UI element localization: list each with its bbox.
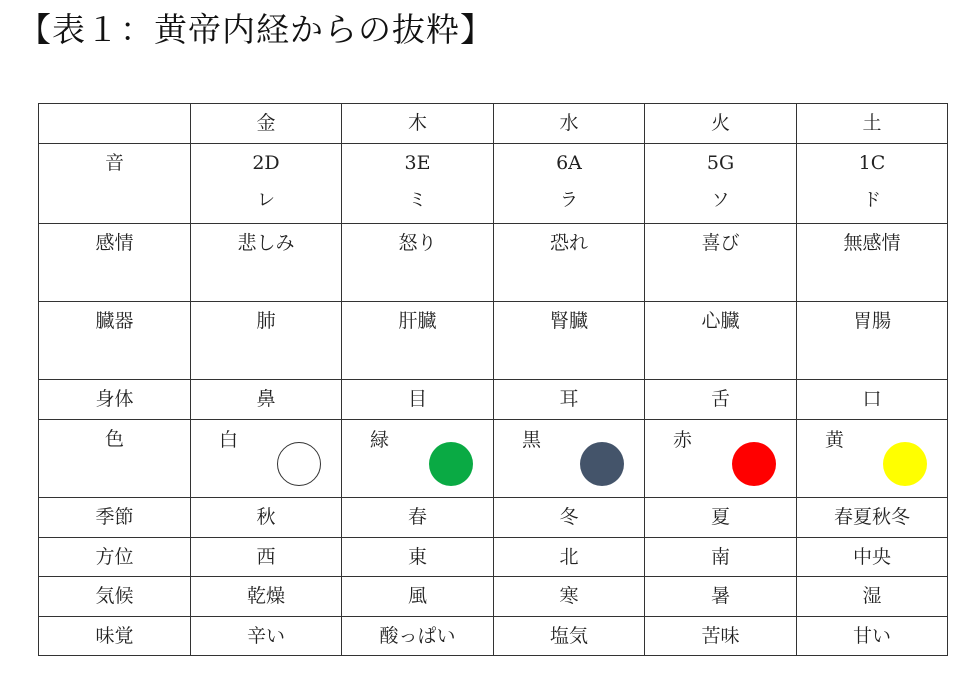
row-label: 音: [39, 144, 191, 224]
row-label: 季節: [39, 498, 191, 538]
table-cell: 肺: [191, 302, 342, 380]
color-name: 黄: [825, 429, 845, 451]
sound-cell: [797, 144, 948, 224]
header-cell-wood: 木: [342, 104, 494, 144]
white-circle-icon: [277, 442, 321, 486]
sound-code: 6A: [556, 152, 582, 174]
table-cell: 東: [342, 538, 494, 577]
header-cell-water: 水: [494, 104, 645, 144]
sound-note: レ: [257, 190, 275, 211]
table-cell: 喜び: [645, 224, 797, 302]
table-row-sound: [39, 144, 948, 224]
row-label: 方位: [39, 538, 191, 577]
table-cell: 寒: [494, 577, 645, 617]
row-label: 身体: [39, 380, 191, 420]
page-title: 【表１：黄帝内経からの抜粋】: [18, 10, 494, 49]
five-elements-table: [38, 103, 948, 656]
table-cell: 西: [191, 538, 342, 577]
table-row-color: [39, 420, 948, 498]
sound-cell: [494, 144, 645, 224]
table-cell: 夏: [645, 498, 797, 538]
table-cell: 塩気: [494, 617, 645, 656]
table-cell: 目: [342, 380, 494, 420]
header-cell-earth: 土: [797, 104, 948, 144]
table-cell: 悲しみ: [191, 224, 342, 302]
table-cell: 中央: [797, 538, 948, 577]
table-cell: 舌: [645, 380, 797, 420]
black-circle-icon: [580, 442, 624, 486]
table-row-body: [39, 380, 948, 420]
sound-code: 2D: [252, 152, 280, 174]
color-name: 白: [219, 429, 239, 451]
table-cell: 口: [797, 380, 948, 420]
color-name: 緑: [370, 429, 390, 451]
header-cell-metal: 金: [191, 104, 342, 144]
table-row-taste: [39, 617, 948, 656]
table-cell: 苦味: [645, 617, 797, 656]
table-cell: 乾燥: [191, 577, 342, 617]
color-cell: [191, 420, 342, 498]
table-cell: 南: [645, 538, 797, 577]
table-cell: 甘い: [797, 617, 948, 656]
row-label: 気候: [39, 577, 191, 617]
sound-code: 5G: [706, 152, 735, 174]
sound-cell: [191, 144, 342, 224]
sound-code: 3E: [404, 152, 431, 174]
row-label: 味覚: [39, 617, 191, 656]
yellow-circle-icon: [883, 442, 927, 486]
table-cell: 怒り: [342, 224, 494, 302]
header-corner-cell: [39, 104, 191, 144]
table-cell: 胃腸: [797, 302, 948, 380]
table-cell: 湿: [797, 577, 948, 617]
table-cell: 鼻: [191, 380, 342, 420]
row-label: 感情: [39, 224, 191, 302]
table-row-direction: [39, 538, 948, 577]
table-cell: 冬: [494, 498, 645, 538]
color-cell: [342, 420, 494, 498]
header-cell-fire: 火: [645, 104, 797, 144]
table-cell: 北: [494, 538, 645, 577]
color-name: 黒: [522, 429, 542, 451]
table-cell: 心臓: [645, 302, 797, 380]
sound-note: ミ: [408, 190, 427, 211]
table-row-season: [39, 498, 948, 538]
table-header-row: [39, 104, 948, 144]
sound-cell: [342, 144, 494, 224]
table-cell: 秋: [191, 498, 342, 538]
sound-cell: [645, 144, 797, 224]
table-cell: 辛い: [191, 617, 342, 656]
table-cell: 無感情: [797, 224, 948, 302]
table-cell: 腎臓: [494, 302, 645, 380]
table-cell: 恐れ: [494, 224, 645, 302]
sound-note: ド: [863, 190, 881, 211]
sound-note: ラ: [560, 190, 578, 211]
table-cell: 暑: [645, 577, 797, 617]
table-cell: 春: [342, 498, 494, 538]
table-cell: 肝臓: [342, 302, 494, 380]
table-cell: 耳: [494, 380, 645, 420]
row-label: 臓器: [39, 302, 191, 380]
sound-code: 1C: [858, 152, 886, 174]
row-label: 色: [39, 420, 191, 498]
color-cell: [797, 420, 948, 498]
table-row-emotion: [39, 224, 948, 302]
table-cell: 春夏秋冬: [797, 498, 948, 538]
table-row-climate: [39, 577, 948, 617]
color-cell: [494, 420, 645, 498]
red-circle-icon: [732, 442, 776, 486]
color-name: 赤: [673, 429, 693, 451]
sound-note: ソ: [711, 190, 730, 211]
table-row-organ: [39, 302, 948, 380]
color-cell: [645, 420, 797, 498]
table-cell: 風: [342, 577, 494, 617]
green-circle-icon: [429, 442, 473, 486]
table-cell: 酸っぱい: [342, 617, 494, 656]
